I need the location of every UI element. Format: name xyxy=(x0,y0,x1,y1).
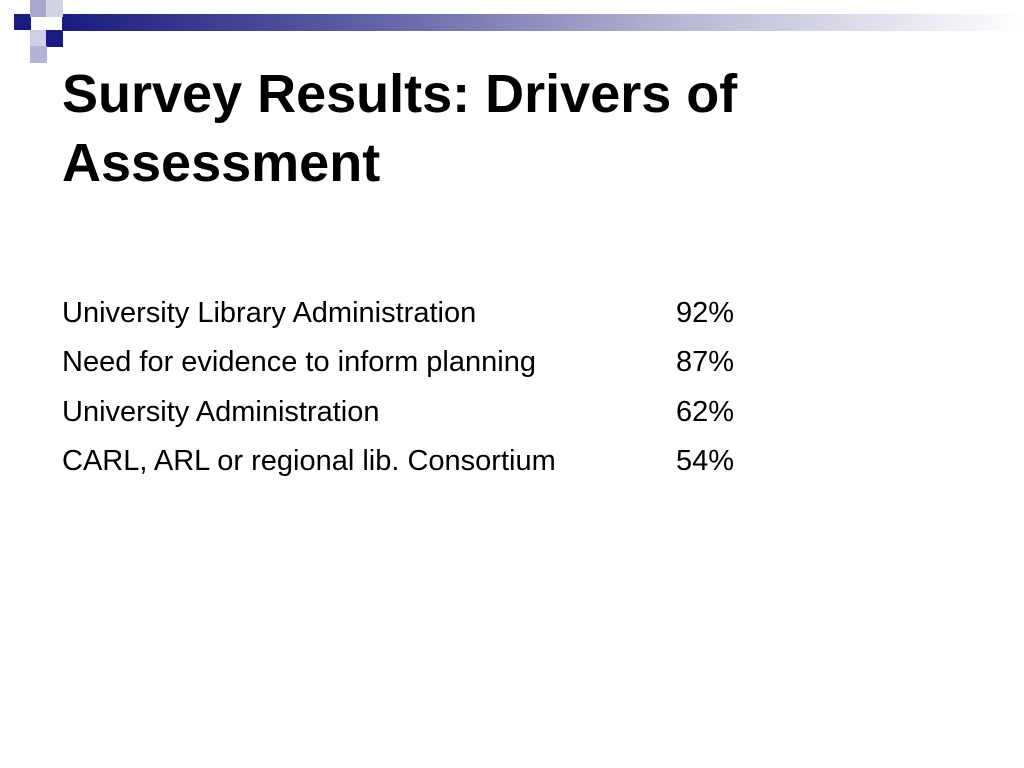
result-row xyxy=(62,288,822,338)
decorative-square xyxy=(14,14,31,31)
result-value: 87% xyxy=(676,346,735,379)
result-value: 54% xyxy=(676,445,735,478)
results-list xyxy=(62,288,822,486)
decorative-square xyxy=(30,46,47,63)
header-gradient-band xyxy=(62,14,1024,31)
result-row xyxy=(62,338,822,388)
result-value: 62% xyxy=(676,395,735,428)
result-label: University Administration xyxy=(62,395,380,428)
result-value: 92% xyxy=(676,296,735,329)
decorative-square xyxy=(46,0,63,17)
result-row xyxy=(62,387,822,437)
result-label: University Library Administration xyxy=(62,296,477,329)
decorative-square xyxy=(46,30,63,47)
result-label: Need for evidence to inform planning xyxy=(62,346,536,379)
decorative-square xyxy=(30,30,47,47)
result-row xyxy=(62,437,822,487)
decorative-square xyxy=(30,0,47,17)
slide-title: Survey Results: Drivers of Assessment xyxy=(62,64,738,193)
result-label: CARL, ARL or regional lib. Consortium xyxy=(62,445,556,478)
decorative-square xyxy=(14,30,31,47)
